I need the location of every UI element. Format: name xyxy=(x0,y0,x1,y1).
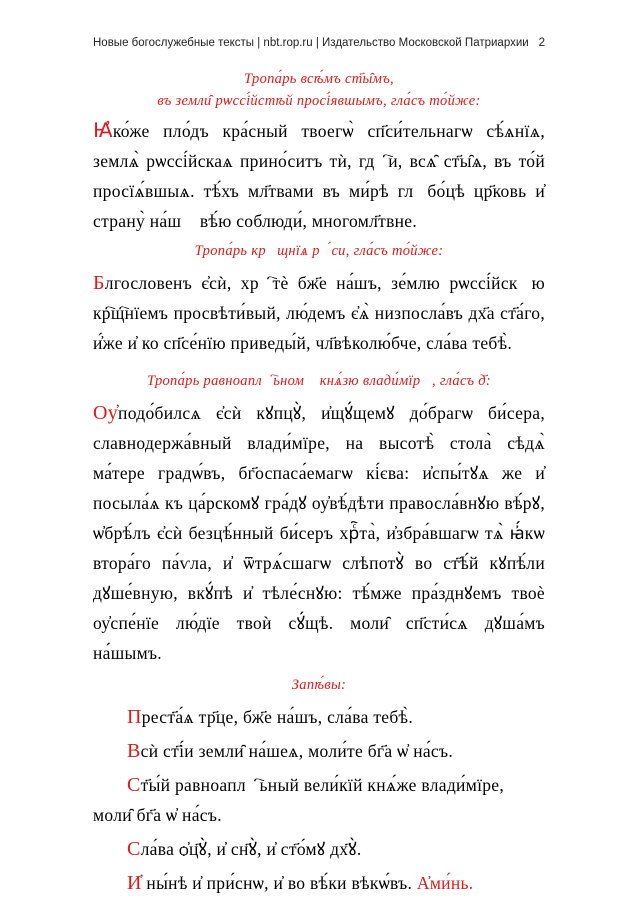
tropar2-text xyxy=(93,268,545,358)
running-header xyxy=(93,37,545,49)
main-text xyxy=(93,68,545,902)
zapev-verse xyxy=(93,868,545,898)
page-number: 2 xyxy=(538,37,545,49)
tropar3-body: подо́билсѧ є҆сѝ кꙋпцꙋ̀, и҆щꙋ́щемꙋ до́брагѡ би́сера, славнодержа́вный влади́мїре, на высотѣ̀ стола̀ сѣдѧ̀ ма́тере градѡ́въ, бг҃оспаса́емагѡ кі́єва: и҆спы́тꙋѧ же и҆ посыла́ѧ къ ца́рскомꙋ гра́дꙋ оу҆вѣ́дѣти правосла́внꙋю вѣ́рꙋ, ѡ҆брѣ́лъ є҆сѝ безцѣ́нный би́серъ хрⷭ҇та̀, и҆збра́вшагѡ тѧ̀ ꙗ҆́кѡ втора́го па́ѵла, и҆ ѿтрѧ́сшагѡ слѣпотꙋ̀ во ст҃ѣ́й кꙋпѣ́ли дꙋше́вную, вкꙋ́пѣ и҆ тѣле́снꙋю: тѣ́мже пра́зднꙋемъ твоѐ оу҆спе́нїе лю́дїе твоѝ сꙋ́щѣ. моли̑ сп҃сти́сѧ дꙋша́мъ на́шымъ. xyxy=(93,403,545,663)
zapev-body: рест҃а́ѧ тр҃це, бж҃е на́шъ, сла́ва тебѣ̀. xyxy=(141,707,414,727)
zapev-body: сѝ ст҃і́и земли̑ на́шеѧ, моли́те бг҃а ѡ҆ на́съ. xyxy=(140,741,454,761)
running-title: Новые богослужебные тексты | nbt.rop.ru | Издательство Московской Патриархии xyxy=(93,37,529,49)
zapevy-title: Запѣ́вы: xyxy=(291,677,347,693)
zapev-initial: П xyxy=(127,706,142,728)
tropar1-title-line2: въ земли̑ рѡссі́йстѣй просі́явшымъ, гла́съ то́йже: xyxy=(157,93,481,109)
tropar2-initial: Б xyxy=(93,272,105,294)
tropar3-text xyxy=(93,398,545,668)
zapev-body: ны́нѣ и҆ при́снѡ, и҆ во вѣ́ки вѣкѡ́въ. xyxy=(141,873,417,893)
zapev-verse xyxy=(93,834,545,864)
zapev-verse xyxy=(93,770,545,830)
zapev-verse xyxy=(93,702,545,732)
zapev-initial: В xyxy=(127,740,141,762)
zapev-verse xyxy=(93,736,545,766)
tropar2-body: лгословенъ є҆сѝ, хрⷭ҇тѐ бж҃е на́шъ, зе́млю рѡссі́йскꙋю кр҇щ҇нїемъ просвѣти́вый, лю́демъ є҆ѧ̀ низпосла́въ дх҃а ст҃а́го, и҆́же и҆ ко сп҃се́нїю приведы́й, чл҃вѣколю́бче, сла́ва тебѣ̀. xyxy=(93,273,545,353)
tropar1-title-line1: Тропа́рь всѣ́мъ ст҃ы̑мъ, xyxy=(244,71,394,87)
zapev-initial: С xyxy=(127,838,141,860)
zapev-body: ла́ва ѻ҆ц҃ꙋ̀, и҆ сн҃ꙋ̀, и҆ ст҃о́мꙋ дх҃ꙋ̀. xyxy=(140,839,362,859)
zapev-initial: С xyxy=(127,774,141,796)
amin-word: А҆ми́нь. xyxy=(416,873,474,893)
tropar3-title: Тропа́рь равноаплⷭ҇ьномꙋ кнѧ́зю влади́мїрꙋ, гла́съ д҃: xyxy=(146,373,492,389)
zapev-initial: И҆ xyxy=(127,872,142,894)
tropar2-title: Тропа́рь крⷮщнїѧ рꙋ́си, гла́съ то́йже: xyxy=(194,243,444,259)
zapev-body: т҃ы́й равноаплⷭ҇ьный вели́кїй кнѧ́же влади́мїре, моли̑ бг҃а ѡ҆ на́съ. xyxy=(93,775,505,825)
tropar3-initial: Оу҆ xyxy=(93,402,119,424)
tropar1-initial: Ꙗ҆ xyxy=(93,120,113,142)
tropar1-body: ко́же пло́дъ кра́сный твоегѡ̀ сп҃си́тельнагѡ сѣ́ѧнїѧ, землѧ̀ рѡссі́йскаѧ прино́ситъ тѝ, гдⷭ҇и, всѧ̑ ст҃ы̑ѧ, въ то́й просїѧ́вшыѧ. тѣ́хъ мл҃твами въ ми́рѣ глꙋбо́цѣ цр҃ковь и҆ страну̀ на́шꙋ вѣ́ю соблюди́, многомл҃твне. xyxy=(93,121,545,231)
tropar1-text xyxy=(93,116,545,236)
